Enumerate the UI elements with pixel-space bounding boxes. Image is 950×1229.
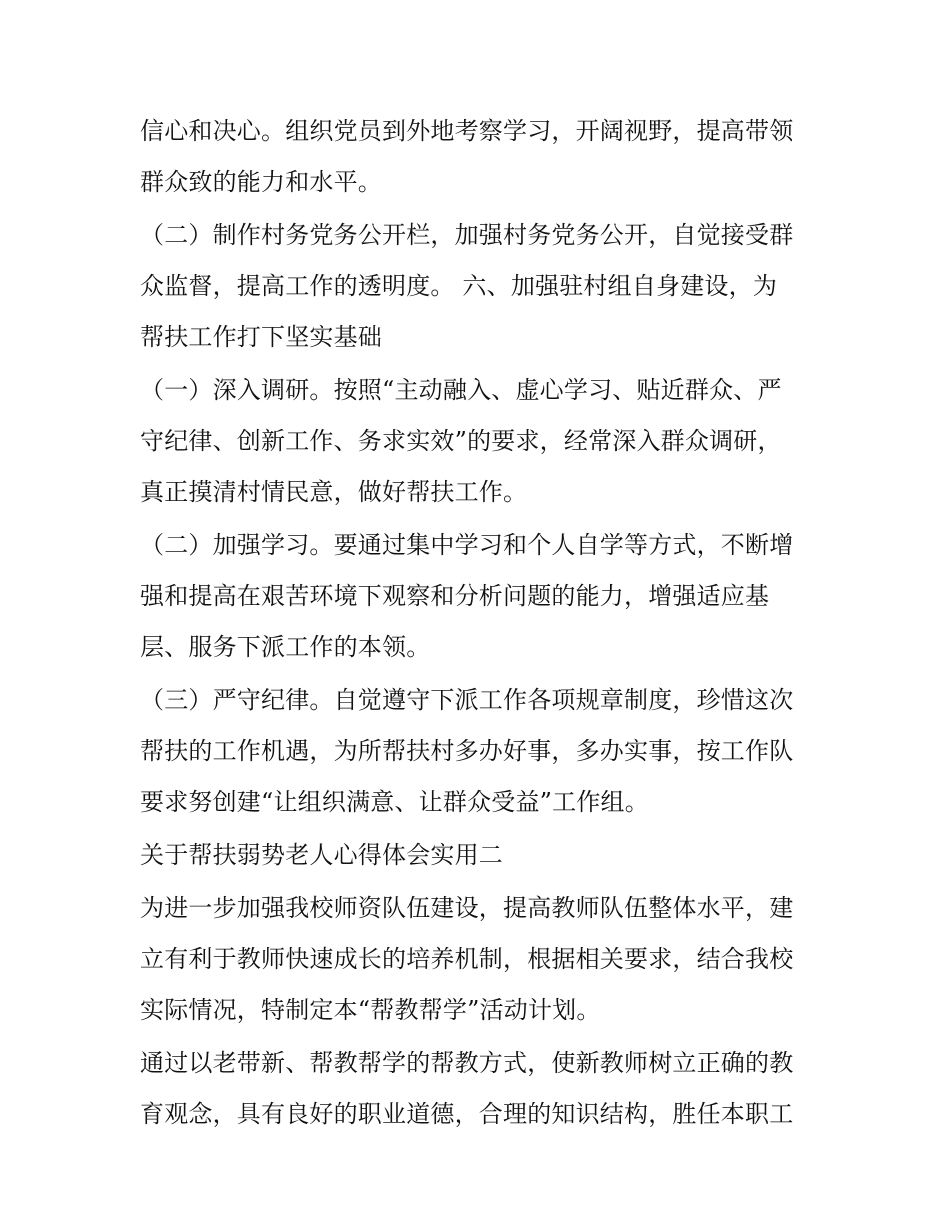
text-line: 要求努创建“让组织满意、让群众受益”工作组。 bbox=[140, 788, 649, 816]
text-line: 众监督，提高工作的透明度。 六、加强驻村组自身建设，为 bbox=[140, 272, 778, 300]
text-line: 守纪律、创新工作、务求实效”的要求，经常深入群众调研， bbox=[140, 427, 782, 455]
text-line: 育观念，具有良好的职业道德，合理的知识结构，胜任本职工 bbox=[140, 1100, 794, 1128]
text-line: 实际情况，特制定本“帮教帮学”活动计划。 bbox=[140, 996, 601, 1024]
text-line: 为进一步加强我校师资队伍建设，提高教师队伍整体水平，建 bbox=[140, 894, 794, 922]
text-line: （一）深入调研。按照“主动融入、虚心学习、贴近群众、严 bbox=[140, 376, 782, 404]
text-line: 层、服务下派工作的本领。 bbox=[140, 633, 431, 661]
text-line: 帮扶工作打下坚实基础 bbox=[140, 323, 382, 351]
document-body bbox=[140, 106, 820, 1140]
text-line: 真正摸清村情民意，做好帮扶工作。 bbox=[140, 478, 528, 506]
text-line: （二）加强学习。要通过集中学习和个人自学等方式，不断增 bbox=[140, 531, 794, 559]
text-line: 信心和决心。组织党员到外地考察学习，开阔视野，提高带领 bbox=[140, 117, 794, 145]
text-line: 强和提高在艰苦环境下观察和分析问题的能力，增强适应基 bbox=[140, 582, 770, 610]
text-line: （二）制作村务党务公开栏，加强村务党务公开，自觉接受群 bbox=[140, 221, 794, 249]
text-line: 立有利于教师快速成长的培养机制，根据相关要求，结合我校 bbox=[140, 945, 794, 973]
text-line: 通过以老带新、帮教帮学的帮教方式，使新教师树立正确的教 bbox=[140, 1049, 794, 1077]
text-line: 帮扶的工作机遇，为所帮扶村多办好事，多办实事，按工作队 bbox=[140, 737, 794, 765]
section-heading: 关于帮扶弱势老人心得体会实用二 bbox=[140, 841, 503, 869]
text-line: （三）严守纪律。自觉遵守下派工作各项规章制度，珍惜这次 bbox=[140, 686, 794, 714]
text-line: 群众致的能力和水平。 bbox=[140, 168, 382, 196]
